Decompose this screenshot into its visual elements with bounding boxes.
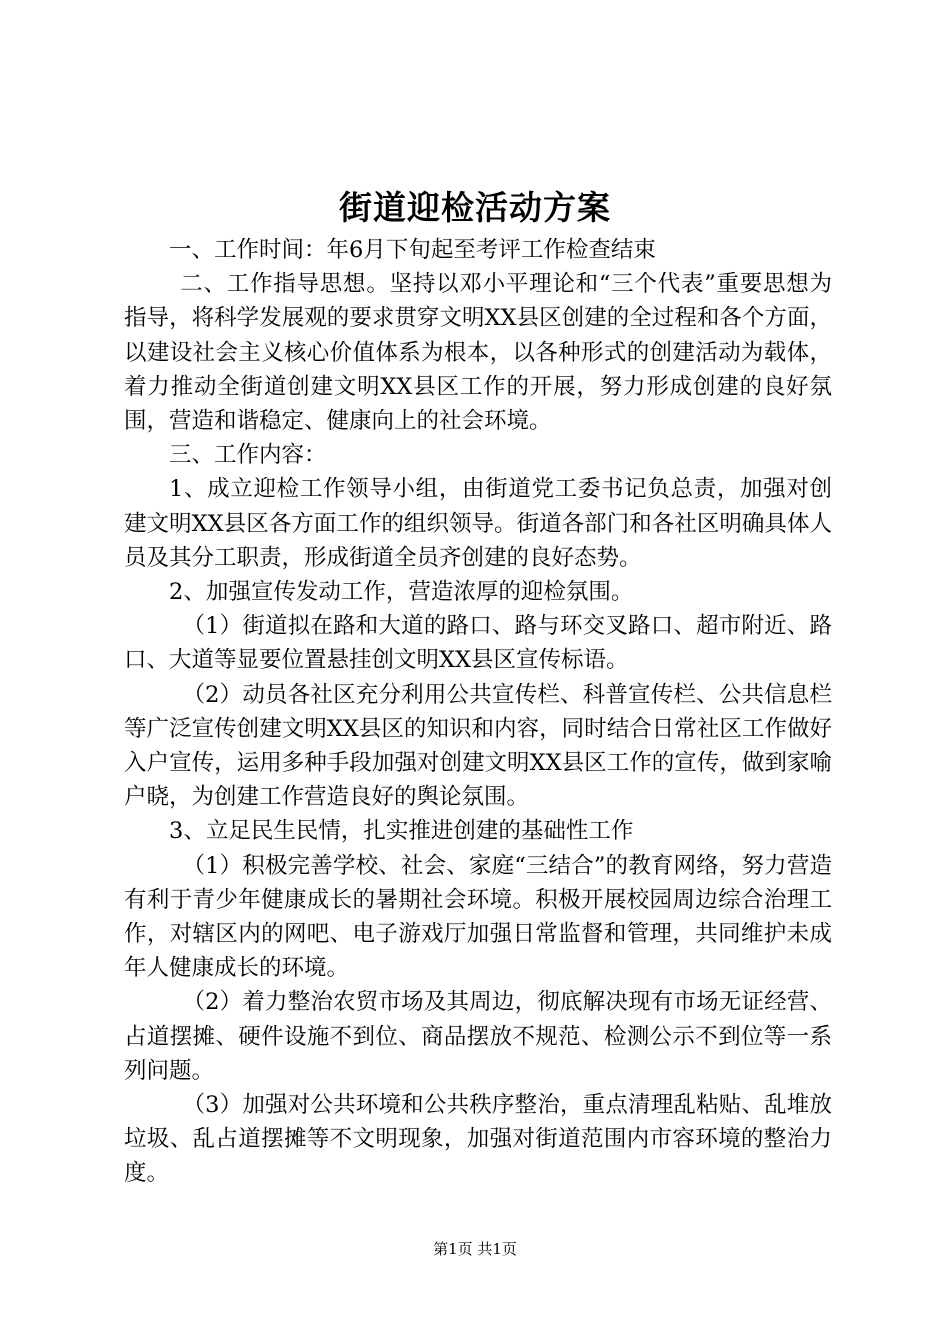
paragraph-item-3-sub-2: （2）着力整治农贸市场及其周边，彻底解决现有市场无证经营、占道摆摊、硬件设施不到位、商品摆放不规范、检测公示不到位等一系列问题。	[124, 989, 832, 1084]
document-title: 街道迎检活动方案	[339, 188, 611, 227]
paragraph-work-time: 一、工作时间：年6月下旬起至考评工作检查结束	[169, 237, 656, 263]
paragraph-guiding-thought: 二、工作指导思想。坚持以邓小平理论和“三个代表”重要思想为指导，将科学发展观的要求贯穿文明XX县区创建的全过程和各个方面，以建设社会主义核心价值体系为根本，以各种形式的创建活动为载体，着力推动全街道创建文明XX县区工作的开展，努力形成创建的良好氛围，营造和谐稳定、健康向上的社会环境。	[124, 271, 832, 435]
paragraph-item-2: 2、加强宣传发动工作，营造浓厚的迎检氛围。	[169, 579, 634, 606]
paragraph-item-3-sub-1: （1）积极完善学校、社会、家庭“三结合”的教育网络，努力营造有利于青少年健康成长的暑期社会环境。积极开展校园周边综合治理工作，对辖区内的网吧、电子游戏厅加强日常监督和管理，共同维护未成年人健康成长的环境。	[124, 852, 832, 982]
paragraph-item-3-sub-3: （3）加强对公共环境和公共秩序整治，重点清理乱粘贴、乱堆放垃圾、乱占道摆摊等不文明现象，加强对街道范围内市容环境的整治力度。	[124, 1092, 832, 1187]
paragraph-item-2-sub-1: （1）街道拟在路和大道的路口、路与环交叉路口、超市附近、路口、大道等显要位置悬挂创文明XX县区宣传标语。	[124, 613, 832, 674]
paragraph-item-2-sub-2: （2）动员各社区充分利用公共宣传栏、科普宣传栏、公共信息栏等广泛宣传创建文明XX县区的知识和内容，同时结合日常社区工作做好入户宣传，运用多种手段加强对创建文明XX县区工作的宣传，做到家喻户晓，为创建工作营造良好的舆论氛围。	[124, 681, 832, 811]
document-body	[124, 233, 832, 1191]
page-footer: 第1页 共1页	[433, 1240, 517, 1258]
paragraph-work-content-heading: 三、工作内容：	[169, 442, 327, 469]
paragraph-item-1: 1、成立迎检工作领导小组，由街道党工委书记负总责，加强对创建文明XX县区各方面工作的组织领导。街道各部门和各社区明确具体人员及其分工职责，形成街道全员齐创建的良好态势。	[124, 476, 832, 571]
paragraph-item-3: 3、立足民生民情，扎实推进创建的基础性工作	[169, 818, 634, 845]
